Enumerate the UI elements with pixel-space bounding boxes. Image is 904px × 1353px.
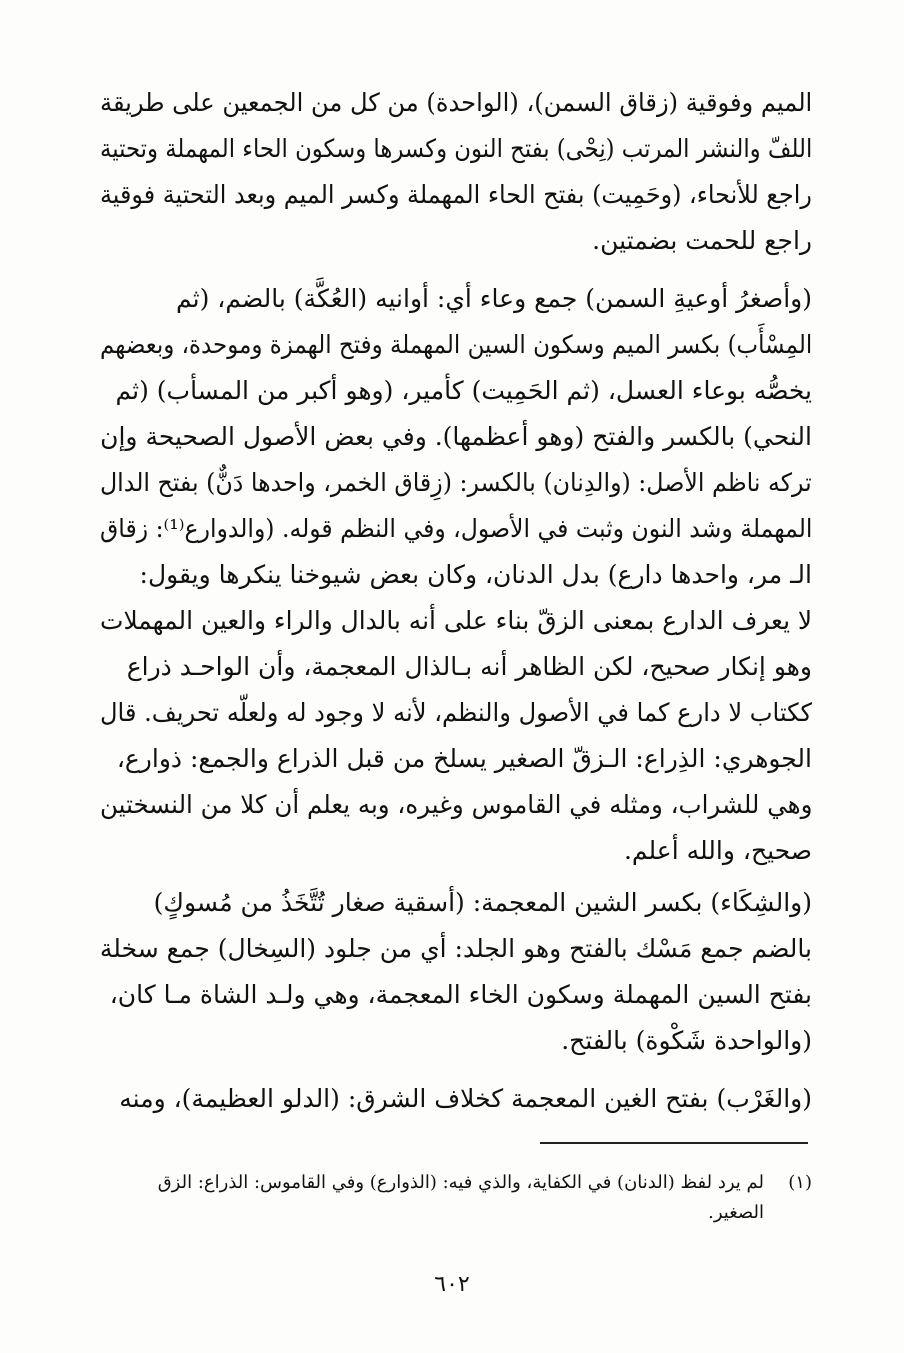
footnote-marker: (١) bbox=[788, 1172, 812, 1193]
text-line: يخصُّه بوعاء العسل، (ثم الحَمِيت) كأمير، (وهو أكبر من المسأب) (ثم bbox=[115, 376, 812, 405]
text-line: الـ مر، واحدها دارع) بدل الدنان، وكان بعض شيوخنا ينكرها ويقول: bbox=[139, 560, 812, 589]
text-line: اللفّ والنشر المرتب (نِحْى) بفتح النون وكسرها وسكون الحاء المهملة وتحتية bbox=[99, 134, 812, 163]
text-line: (والواحدة شَكْوة) بالفتح. bbox=[561, 1026, 812, 1055]
text-line: الجوهري: الذِراع: الـزقّ الصغير يسلخ من قبل الذراع والجمع: ذوارع، bbox=[116, 744, 812, 773]
text-line: راجع للأنحاء، (وحَمِيت) بفتح الحاء المهملة وكسر الميم وبعد التحتية فوقية bbox=[100, 180, 812, 209]
text-line: (والغَرْب) بفتح الغين المعجمة كخلاف الشرق: (الدلو العظيمة)، ومنه bbox=[119, 1084, 812, 1113]
text-line: وهي للشراب، ومثله في القاموس وغيره، وبه يعلم أن كلا من النسختين bbox=[99, 790, 812, 819]
text-line: (وأصغرُ أوعيةِ السمن) جمع وعاء أي: أوانيه (العُكَّة) بالضم، (ثم bbox=[175, 284, 812, 313]
text-line: تركه ناظم الأصل: (والدِنان) بالكسر: (زِقاق الخمر، واحدها دَنٌّ) بفتح الدال bbox=[100, 468, 812, 497]
text-line: المِسْأَب) بكسر الميم وسكون السين المهملة وفتح الهمزة وموحدة، وبعضهم bbox=[99, 330, 812, 359]
page-number: ٦٠٢ bbox=[434, 1272, 470, 1297]
footnote-line: الصغير. bbox=[708, 1202, 764, 1223]
text-line: لا يعرف الدارع بمعنى الزقّ بناء على أنه بالدال والراء والعين المهملات bbox=[99, 606, 812, 635]
text-line: وهو إنكار صحيح، لكن الظاهر أنه بـالذال المعجمة، وأن الواحـد ذراع bbox=[126, 652, 812, 681]
text-line: راجع للحمت بضمتين. bbox=[592, 226, 812, 255]
text-line: الميم وفوقية (زقاق السمن)، (الواحدة) من كل من الجمعين على طريقة bbox=[99, 88, 812, 117]
text-line: ككتاب لا دارع كما في الأصول والنظم، لأنه لا وجود له ولعلّه تحريف. قال bbox=[99, 698, 812, 727]
text-line: صحيح، والله أعلم. bbox=[623, 836, 812, 865]
footnote-separator bbox=[540, 1142, 808, 1144]
text-line: النحي) بالكسر والفتح (وهو أعظمها). وفي بعض الأصول الصحيحة وإن bbox=[100, 422, 812, 451]
main-text bbox=[100, 88, 812, 1128]
footnote-line: لم يرد لفظ (الدنان) في الكفاية، والذي فيه: (الذوارع) وفي القاموس: الذراع: الزق bbox=[157, 1172, 764, 1193]
text-line: المهملة وشد النون وثبت في الأصول، وفي النظم قوله. (والدوارع⁽¹⁾: زقاق bbox=[99, 514, 813, 543]
text-line: بفتح السين المهملة وسكون الخاء المعجمة، وهي ولـد الشاة مـا كان، bbox=[109, 980, 812, 1009]
text-line: بالضم جمع مَسْك بالفتح وهو الجلد: أي من جلود (السِخال) جمع سخلة bbox=[99, 934, 812, 963]
text-line: (والشِكَاء) بكسر الشين المعجمة: (أسقية صغار تُتَّخَذُ من مُسوكٍ) bbox=[153, 888, 812, 917]
